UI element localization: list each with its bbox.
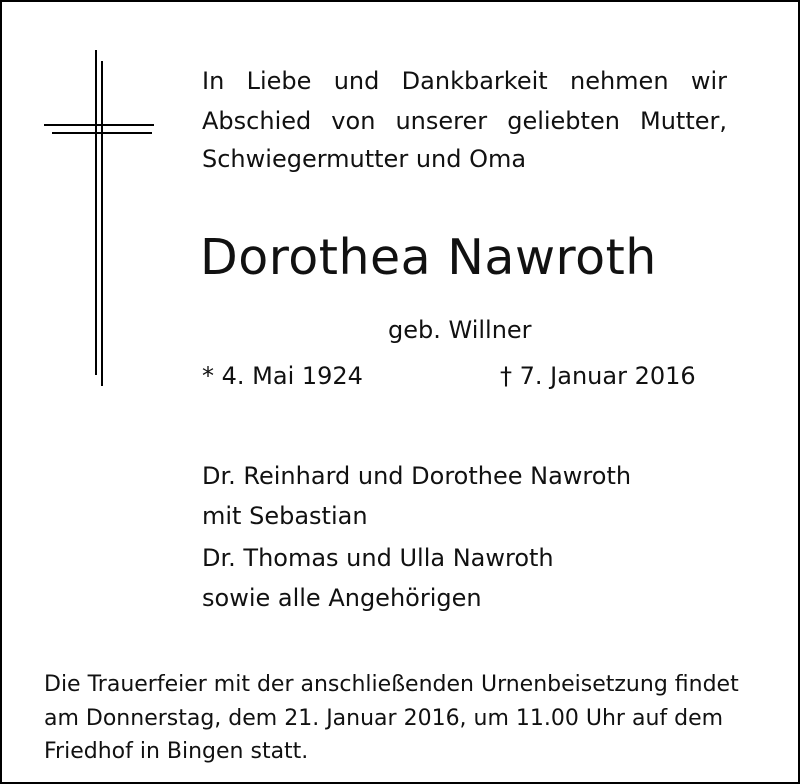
cross-icon [2, 2, 162, 402]
death-date: † 7. Januar 2016 [500, 362, 696, 390]
intro-line-2: Abschied von unserer geliebten Mutter, [202, 107, 727, 135]
maiden-name: geb. Willner [388, 316, 532, 344]
cross-horizontal-line-1 [44, 124, 154, 126]
birth-date: * 4. Mai 1924 [202, 362, 363, 390]
cross-horizontal-line-2 [52, 132, 152, 134]
mourner-line: sowie alle Angehörigen [202, 584, 482, 612]
intro-line-3: Schwiegermutter und Oma [202, 145, 527, 173]
mourner-line: Dr. Reinhard und Dorothee Nawroth [202, 462, 632, 490]
ceremony-line-3: Friedhof in Bingen statt. [44, 739, 309, 764]
mourner-line: Dr. Thomas und Ulla Nawroth [202, 544, 554, 572]
ceremony-line-1: Die Trauerfeier mit der anschließenden Urnenbeisetzung findet [44, 672, 739, 697]
ceremony-line-2: am Donnerstag, dem 21. Januar 2016, um 11.00 Uhr auf dem [44, 706, 724, 731]
intro-line-1: In Liebe und Dankbarkeit nehmen wir [202, 67, 727, 95]
cross-vertical-line-2 [101, 61, 103, 386]
deceased-name: Dorothea Nawroth [200, 229, 657, 286]
cross-vertical-line-1 [95, 50, 97, 375]
mourner-line: mit Sebastian [202, 502, 368, 530]
